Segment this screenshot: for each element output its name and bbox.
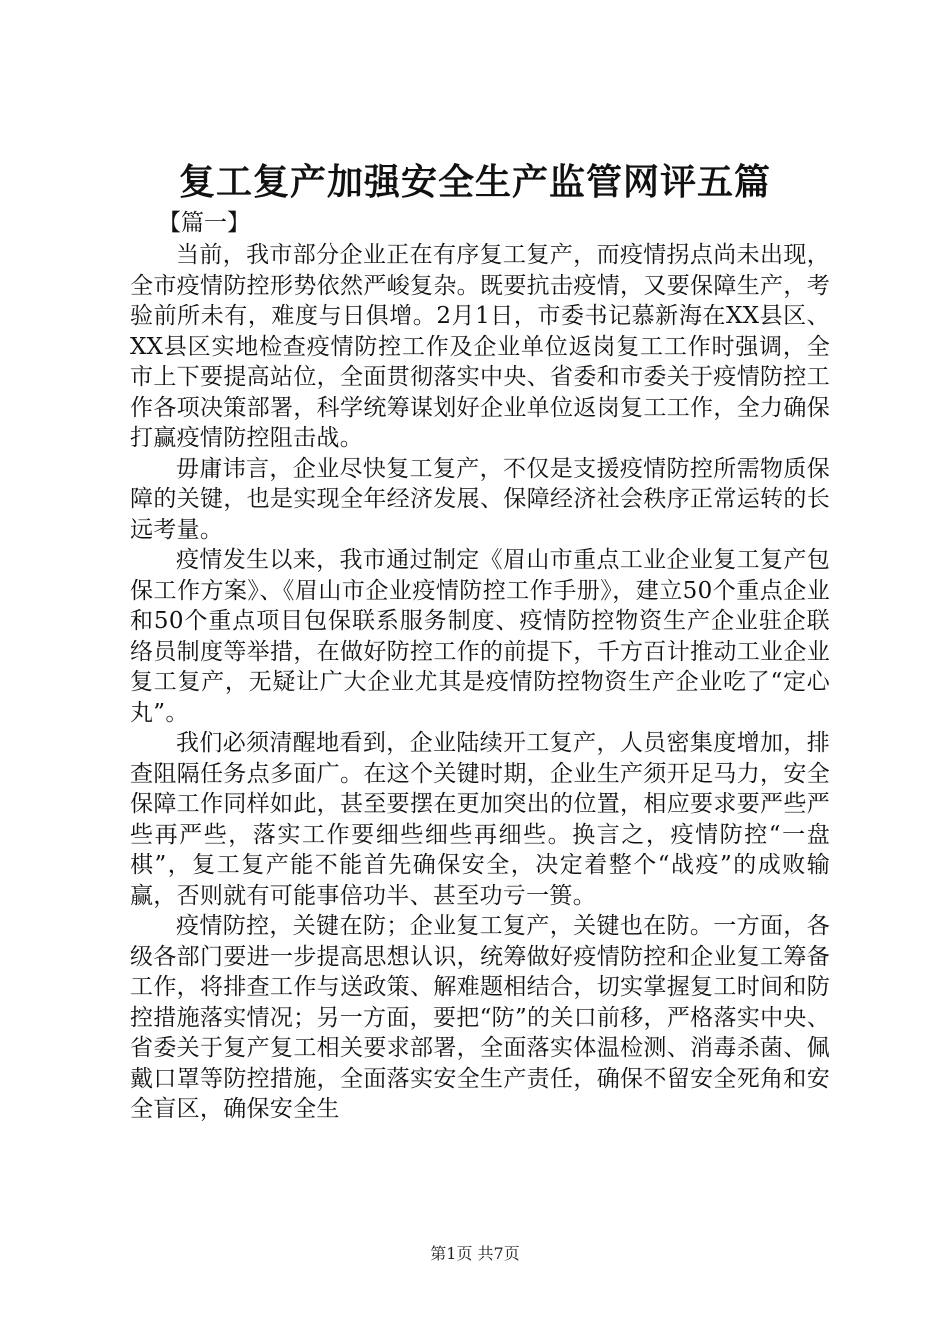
document-body	[130, 240, 830, 1125]
paragraph: 疫情防控，关键在防；企业复工复产，关键也在防。一方面，各级各部门要进一步提高思想认识，统筹做好疫情防控和企业复工筹备工作，将排查工作与送政策、解难题相结合，切实掌握复工时间和防控措施落实情况；另一方面，要把“防”的关口前移，严格落实中央、省委关于复产复工相关要求部署，全面落实体温检测、消毒杀菌、佩戴口罩等防控措施，全面落实安全生产责任，确保不留安全死角和安全盲区，确保安全生	[130, 913, 830, 1122]
paragraph: 毋庸讳言，企业尽快复工复产，不仅是支援疫情防控所需物质保障的关键，也是实现全年经济发展、保障经济社会秩序正常运转的长远考量。	[130, 455, 830, 543]
document-title: 复工复产加强安全生产监管网评五篇	[178, 161, 771, 203]
paragraph: 疫情发生以来，我市通过制定《眉山市重点工业企业复工复产包保工作方案》、《眉山市企业疫情防控工作手册》，建立50个重点企业和50个重点项目包保联系服务制度、疫情防控物资生产企业驻企联络员制度等举措，在做好防控工作的前提下，千方百计推动工业企业复工复产，无疑让广大企业尤其是疫情防控物资生产企业吃了“定心丸”。	[130, 547, 830, 726]
paragraph: 我们必须清醒地看到，企业陆续开工复产，人员密集度增加，排查阻隔任务点多面广。在这个关键时期，企业生产须开足马力，安全保障工作同样如此，甚至要摆在更加突出的位置，相应要求要严些严些再严些，落实工作要细些细些再细些。换言之，疫情防控“一盘棋”，复工复产能不能首先确保安全，决定着整个“战疫”的成败输赢，否则就有可能事倍功半、甚至功亏一篑。	[130, 730, 830, 909]
page-footer: 第1页 共7页	[430, 1244, 520, 1263]
paragraph: 当前，我市部分企业正在有序复工复产，而疫情拐点尚未出现，全市疫情防控形势依然严峻复杂。既要抗击疫情，又要保障生产，考验前所未有，难度与日俱增。2月1日，市委书记慕新海在XX县区、XX县区实地检查疫情防控工作及企业单位返岗复工工作时强调，全市上下要提高站位，全面贯彻落实中央、省委和市委关于疫情防控工作各项决策部署，科学统筹谋划好企业单位返岗复工工作，全力确保打赢疫情防控阻击战。	[130, 242, 830, 451]
section-label: 【篇一】	[158, 210, 250, 236]
